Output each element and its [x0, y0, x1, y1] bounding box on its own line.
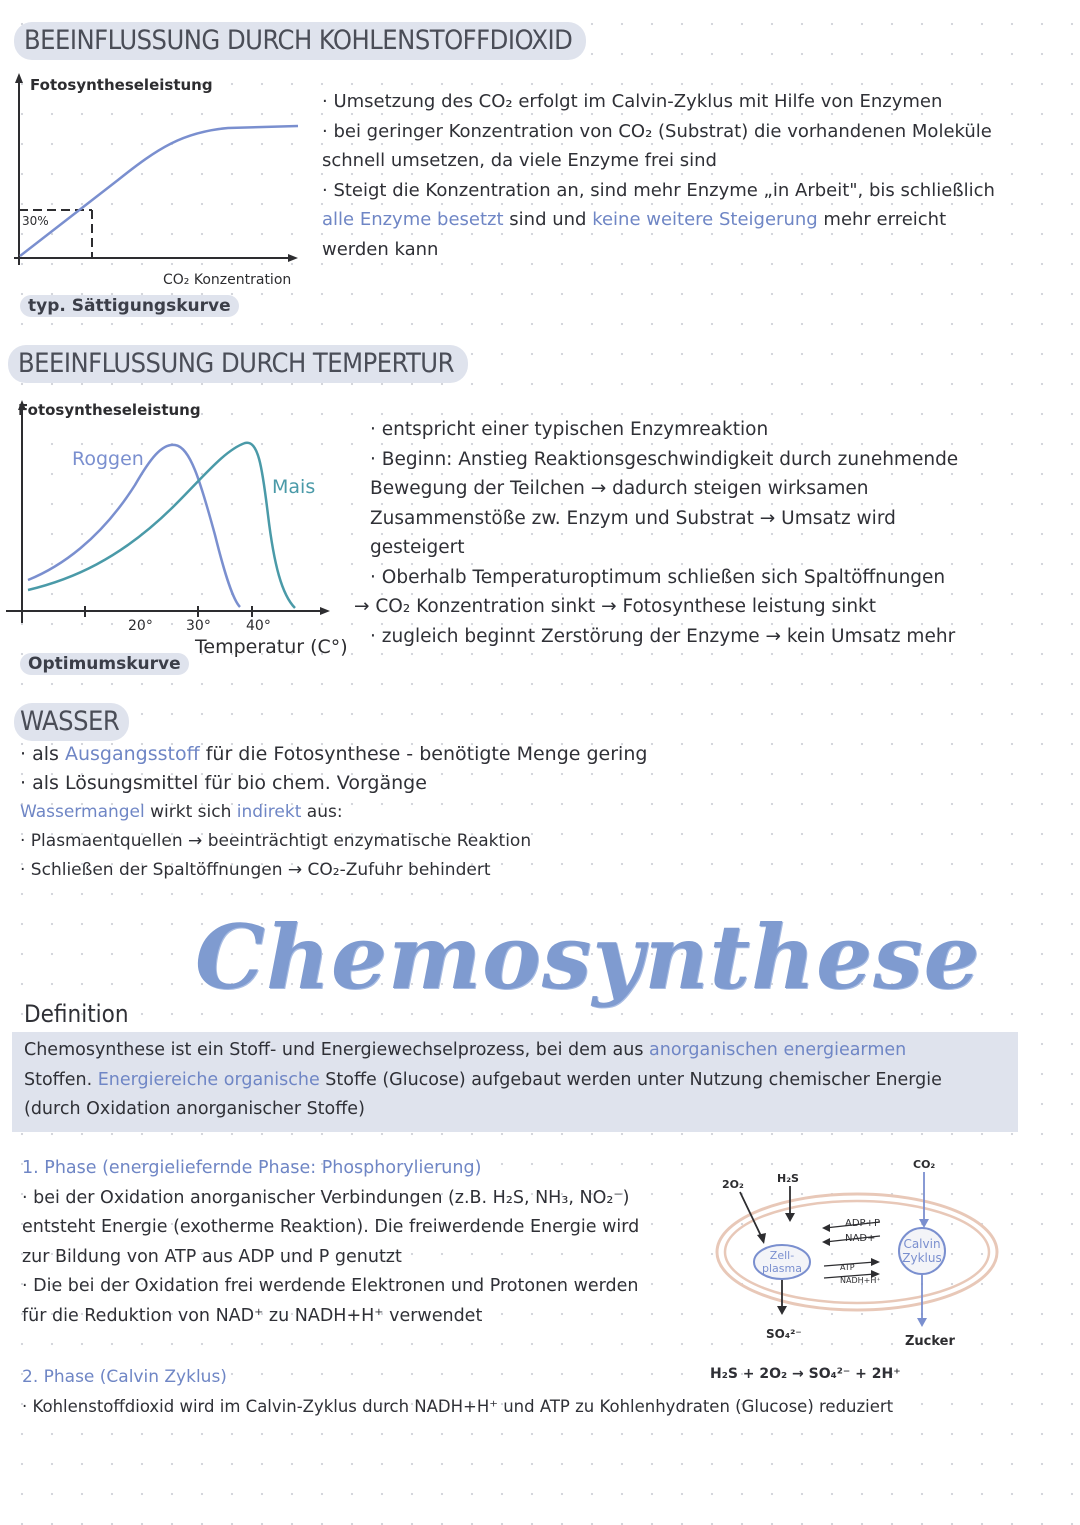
temp-optimum-graph [0, 395, 365, 660]
temp-note-line: Bewegung der Teilchen → dadurch steigen wirksamen [370, 478, 869, 499]
atp-label: ATP [840, 1263, 855, 1272]
mais-curve [28, 443, 295, 608]
definition-line [24, 1066, 942, 1096]
chemosynthesis-cell-diagram [700, 1150, 1020, 1355]
tick-30: 30° [186, 618, 211, 634]
adp-label: ADP+P [845, 1218, 880, 1229]
phase1-line: · Die bei der Oxidation frei werdende Elektronen und Protonen werden [22, 1276, 639, 1296]
co2-note-line: · Umsetzung des CO₂ erfolgt im Calvin-Zyklus mit Hilfe von Enzymen [322, 91, 943, 112]
water-text: · als [20, 743, 65, 765]
tick-40: 40° [246, 618, 271, 634]
co2-note-line: · Steigt die Konzentration an, sind mehr Enzyme „in Arbeit", bis schließlich [322, 179, 995, 201]
temp-notes [354, 415, 959, 651]
water-text: für die Fotosynthese - benötigte Menge gering [199, 743, 648, 765]
water-highlight: indirekt [236, 802, 302, 822]
co2-note-line: werden kann [322, 238, 439, 260]
co2-note-line [322, 205, 995, 235]
zellplasma-label: plasma [762, 1262, 802, 1275]
phase1-line: für die Reduktion von NAD⁺ zu NADH+H⁺ verwendet [22, 1305, 483, 1326]
calvin-label: Calvin [903, 1237, 941, 1251]
co2-note-highlight: keine weitere Steigerung [592, 209, 818, 230]
temp-curve-label: Optimumskurve [20, 653, 189, 675]
temp-x-label: Temperatur (C°) [195, 636, 348, 658]
temp-note-line: · Beginn: Anstieg Reaktionsgeschwindigkeit durch zunehmende [370, 448, 959, 470]
temp-note-line: · entspricht einer typischen Enzymreaktion [370, 419, 769, 440]
chemosynthese-title: Chemosynthese [195, 905, 981, 1009]
water-heading: WASSER [14, 703, 129, 741]
water-highlight: Wassermangel [20, 802, 145, 822]
def-highlight: Energiereiche organische [97, 1069, 320, 1090]
phase1-line: zur Bildung von ATP aus ADP und P genutzt [22, 1246, 402, 1267]
temp-note-line: · zugleich beginnt Zerstörung der Enzyme → kein Umsatz mehr [370, 625, 956, 647]
water-text: aus: [301, 802, 343, 822]
definition-text [24, 1036, 942, 1125]
phase2-notes [22, 1363, 893, 1421]
phase1-title: 1. Phase (energieliefernde Phase: Phosphorylierung) [22, 1158, 482, 1178]
zellplasma-label: Zell- [769, 1249, 795, 1262]
temp-y-label: Fotosyntheseleistung [18, 401, 201, 419]
phase2-title: 2. Phase (Calvin Zyklus) [22, 1367, 227, 1387]
def-text: Stoffen. [24, 1069, 98, 1090]
calvin-label: Zyklus [902, 1251, 942, 1265]
phase1-line: entsteht Energie (exotherme Reaktion). Die freiwerdende Energie wird [22, 1217, 640, 1237]
phase1-notes [22, 1154, 639, 1331]
co2-heading: BEEINFLUSSUNG DURCH KOHLENSTOFFDIOXID [14, 22, 586, 60]
water-note-line: · Plasmaentquellen → beeinträchtigt enzymatische Reaktion [20, 831, 532, 851]
co2-note-line: schnell umsetzen, da viele Enzyme frei sind [322, 150, 717, 171]
mais-label: Mais [272, 476, 316, 498]
temp-note-line: · Oberhalb Temperaturoptimum schließen sich Spaltöffnungen [370, 566, 946, 588]
phase2-line: · Kohlenstoffdioxid wird im Calvin-Zyklus durch NADH+H⁺ und ATP zu Kohlenhydraten (Glucose) reduziert [22, 1397, 894, 1416]
water-note-line [20, 740, 647, 769]
nadh-label: NADH+H⁺ [840, 1276, 881, 1285]
def-highlight: anorganischen energiearmen [649, 1040, 907, 1060]
co2-label: CO₂ [913, 1158, 936, 1171]
nad-label: NAD+ [845, 1233, 876, 1244]
co2-note-line: · bei geringer Konzentration von CO₂ (Substrat) die vorhandenen Moleküle [322, 120, 992, 142]
water-highlight: Ausgangsstoff [64, 743, 200, 765]
temp-note-line: → CO₂ Konzentration sinkt → Fotosynthese leistung sinkt [354, 596, 877, 617]
temp-heading: BEEINFLUSSUNG DURCH TEMPERTUR [8, 345, 468, 383]
co2-note-highlight: alle Enzyme besetzt [322, 209, 504, 230]
water-note-line: · Schließen der Spaltöffnungen → CO₂-Zufuhr behindert [20, 860, 491, 880]
phase1-line: · bei der Oxidation anorganischer Verbindungen (z.B. H₂S, NH₃, NO₂⁻) [22, 1187, 630, 1208]
so4-label: SO₄²⁻ [766, 1327, 802, 1341]
o2-label: 2O₂ [722, 1178, 744, 1191]
definition-line: (durch Oxidation anorganischer Stoffe) [24, 1099, 365, 1119]
zucker-label: Zucker [905, 1334, 955, 1349]
def-text: Chemosynthese ist ein Stoff- und Energiewechselprozess, bei dem aus [24, 1040, 650, 1060]
h2s-label: H₂S [777, 1172, 799, 1185]
water-note-line: · als Lösungsmittel für bio chem. Vorgänge [20, 772, 427, 794]
reaction-equation: H₂S + 2O₂ → SO₄²⁻ + 2H⁺ [710, 1366, 901, 1382]
co2-x-label: CO₂ Konzentration [163, 272, 292, 285]
temp-note-line: Zusammenstöße zw. Enzym und Substrat → Umsatz wird [370, 507, 896, 529]
co2-notes [322, 87, 995, 264]
co2-saturation-graph [8, 70, 308, 285]
co2-marker-label: 30% [22, 214, 49, 228]
co2-curve-label: typ. Sättigungskurve [20, 295, 239, 317]
definition-line [24, 1036, 942, 1066]
temp-note-line: gesteigert [370, 537, 465, 558]
roggen-label: Roggen [72, 448, 144, 470]
co2-y-label: Fotosyntheseleistung [30, 76, 213, 94]
water-note-line [20, 798, 647, 827]
water-text: wirkt sich [144, 802, 237, 822]
definition-label: Definition [24, 1000, 129, 1028]
tick-20: 20° [128, 618, 153, 634]
co2-note-text: mehr erreicht [817, 209, 947, 230]
co2-note-text: sind und [503, 209, 593, 230]
water-notes [20, 740, 647, 885]
def-text: Stoffe (Glucose) aufgebaut werden unter Nutzung chemischer Energie [319, 1069, 942, 1090]
